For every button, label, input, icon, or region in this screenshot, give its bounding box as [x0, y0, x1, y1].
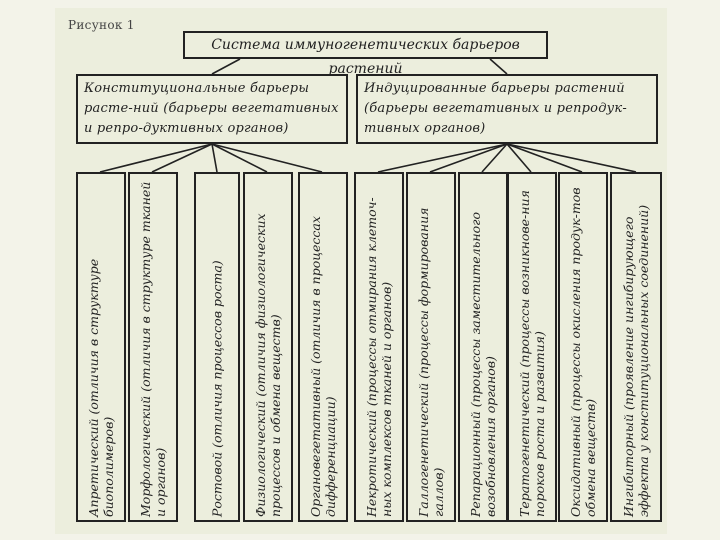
leaf-text-10: Оксидативный (процессы окисления продук-тов обмена веществ)	[568, 187, 598, 517]
connector-root-right	[490, 59, 507, 74]
leaf-box-1	[76, 172, 126, 522]
leaf-box-6	[354, 172, 404, 522]
root-box	[183, 31, 548, 77]
leaf-text-7: Галлогенетический (процессы формирования галлов)	[416, 207, 446, 517]
leaf-box-8	[458, 172, 508, 522]
leaf-box-4	[243, 172, 293, 522]
connector-left-3	[212, 144, 217, 172]
leaf-box-7	[406, 172, 456, 522]
leaf-text-1: Апретический (отличия в структуре биополимеров)	[86, 258, 116, 517]
leaf-text-6: Некротический (процессы отмирания клеточ-ных комплексов тканей и органов)	[364, 197, 394, 517]
leaf-text-2: Морфологический (отличия в структуре тканей и органов)	[138, 181, 168, 517]
connector-left-5	[212, 144, 322, 172]
leaf-box-9	[507, 172, 557, 522]
leaf-box-5	[298, 172, 348, 522]
connector-left-1	[100, 144, 212, 172]
leaf-box-11	[610, 172, 662, 522]
induced-barriers-box	[356, 74, 658, 144]
root-title: Система иммуногенетических барьеров растений	[211, 37, 520, 77]
constitutional-barriers-text: Конституциональные барьеры расте-ний (барьеры вегетативных и репро-дуктивных органов)	[84, 81, 339, 136]
leaf-text-4: Физиологический (отличия физиологических процессов и обмена веществ)	[253, 213, 283, 517]
leaf-box-3	[194, 172, 240, 522]
connector-left-2	[152, 144, 212, 172]
leaf-box-10	[558, 172, 608, 522]
connector-left-4	[212, 144, 267, 172]
induced-barriers-text: Индуцированные барьеры растений (барьеры вегетативных и репродук-тивных органов)	[364, 81, 627, 136]
leaf-text-8: Репарационный (процессы заместительного возобновления органов)	[468, 211, 498, 517]
leaf-text-5: Органовегетативный (отличия в процессах дифференциации)	[308, 216, 338, 517]
connector-root-left	[212, 59, 240, 74]
leaf-text-3: Ростовой (отличия процессов роста)	[209, 260, 225, 517]
leaf-text-9: Тератогенетический (процессы возникнове-ния пороков роста и развития)	[517, 190, 547, 517]
leaf-box-2	[128, 172, 178, 522]
constitutional-barriers-box	[76, 74, 348, 144]
leaf-text-11: Ингибиторный (проявление ингибирующего эффекта у конституциональных соединений)	[621, 204, 651, 517]
figure-label: Рисунок 1	[68, 18, 135, 32]
